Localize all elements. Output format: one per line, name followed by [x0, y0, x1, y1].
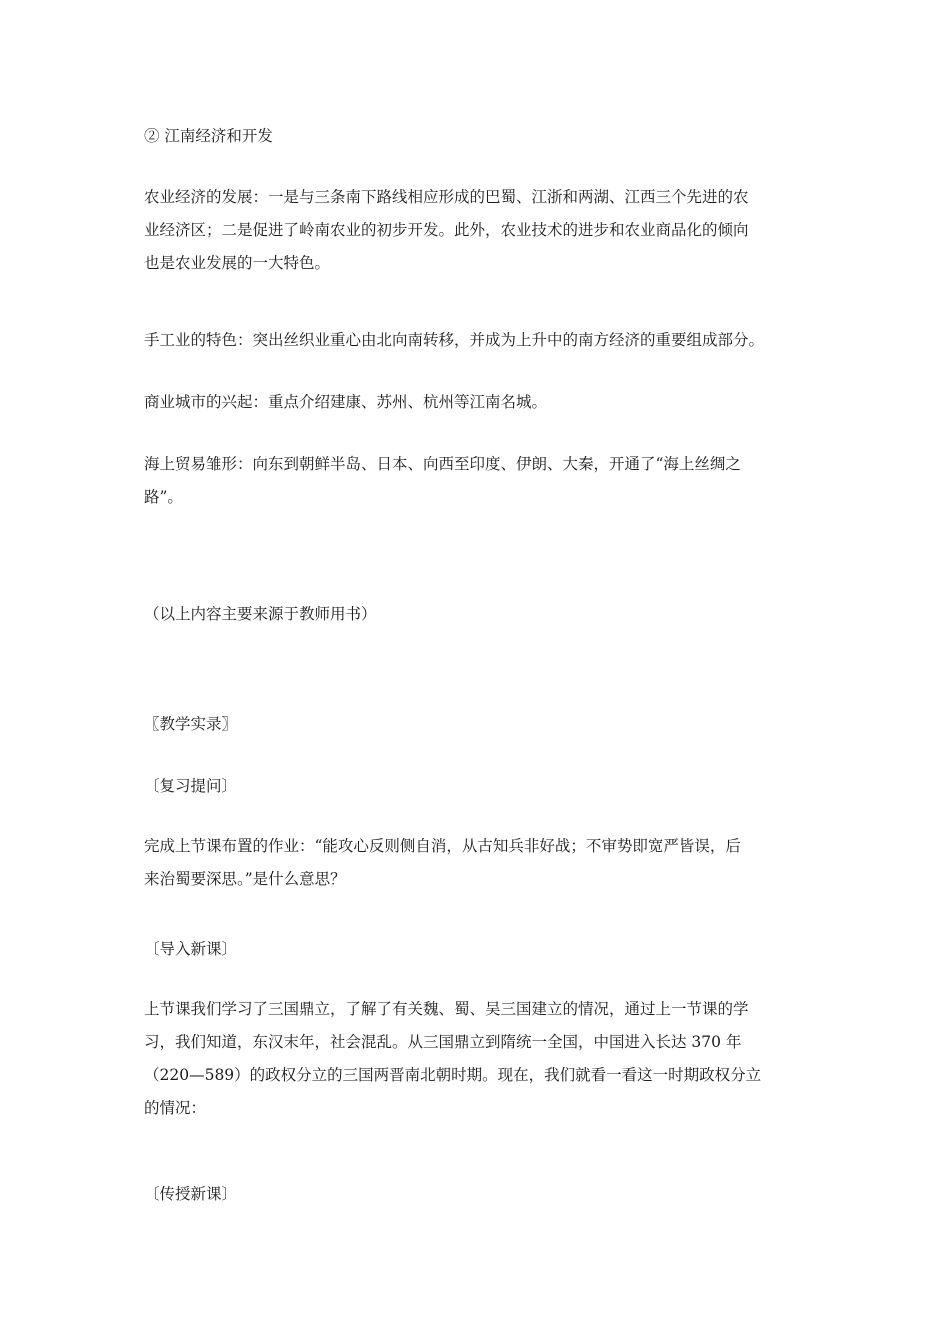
- paragraph-agriculture: 农业经济的发展：一是与三条南下路线相应形成的巴蜀、江浙和两湖、江西三个先进的农 业经济区；二是促进了岭南农业的初步开发。此外，农业技术的进步和农业商品化的倾向 也是农业发展的一大特色。: [144, 188, 749, 272]
- section-title-intro: 〔导入新课〕: [144, 940, 238, 958]
- section-title-review: 〔复习提问〕: [144, 777, 238, 795]
- section-heading-jiangnan: ② 江南经济和开发: [144, 127, 273, 145]
- source-note: （以上内容主要来源于教师用书）: [144, 605, 377, 623]
- paragraph-commerce: 商业城市的兴起：重点介绍建康、苏州、杭州等江南名城。: [144, 393, 548, 411]
- paragraph-review: 完成上节课布置的作业：“能攻心反则侧自消，从古知兵非好战；不审势即宽严皆误，后 来治蜀要深思。”是什么意思？: [144, 837, 741, 888]
- section-title-new-lesson: 〔传授新课〕: [144, 1185, 238, 1203]
- paragraph-trade: 海上贸易雏形：向东到朝鲜半岛、日本、向西至印度、伊朗、大秦，开通了“海上丝绸之 路”。: [144, 455, 741, 506]
- paragraph-handicraft: 手工业的特色：突出丝织业重心由北向南转移，并成为上升中的南方经济的重要组成部分。: [144, 331, 765, 349]
- paragraph-intro: 上节课我们学习了三国鼎立，了解了有关魏、蜀、吴三国建立的情况，通过上一节课的学 习，我们知道，东汉末年，社会混乱。从三国鼎立到隋统一全国，中国进入长达 370 年 （220—589）的政权分立的三国两晋南北朝时期。现在，我们就看一看这一时期政权分立 的情况：: [144, 1000, 762, 1117]
- section-title-teaching-record: 〖教学实录〗: [144, 715, 238, 733]
